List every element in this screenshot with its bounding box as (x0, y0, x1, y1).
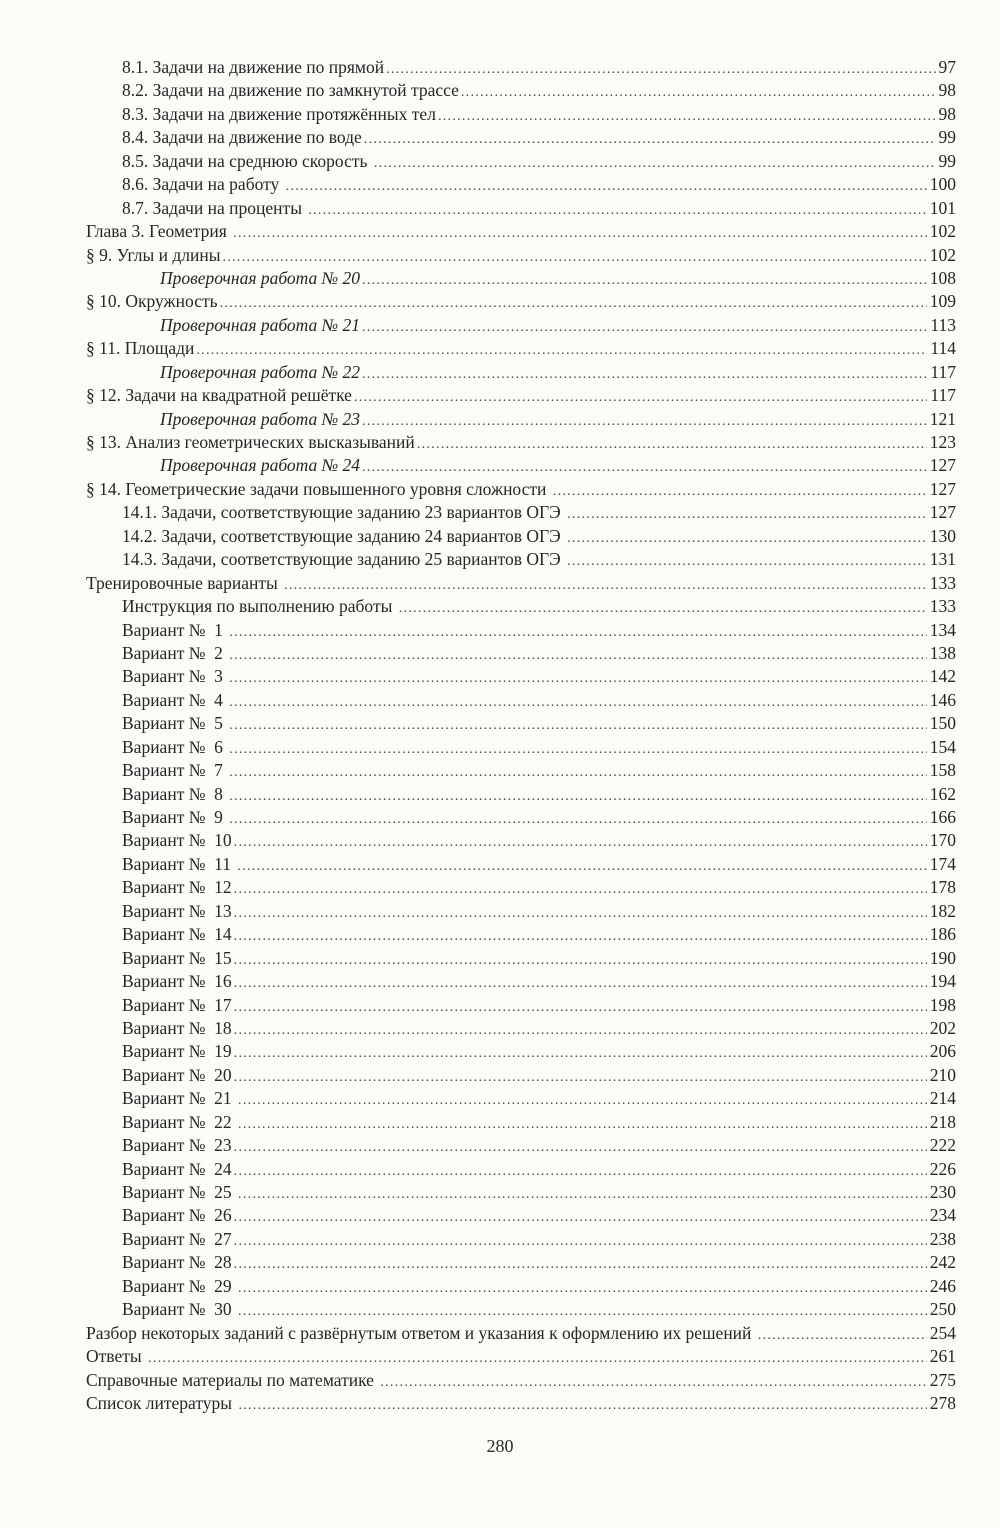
toc-entry-label: Проверочная работа № 22 (160, 361, 361, 382)
toc-row (86, 1205, 956, 1228)
dot-leader (229, 643, 926, 664)
toc-entry-page: 202 (929, 1017, 956, 1038)
toc-row (86, 830, 956, 853)
dot-leader (229, 807, 926, 828)
toc-row (86, 737, 956, 760)
dot-leader (234, 1018, 927, 1039)
toc-entry-label: Вариант № 11 (122, 853, 236, 874)
toc-entry-label: § 13. Анализ геометрических высказываний (86, 432, 415, 452)
toc-entry-label: Вариант № 15 (122, 947, 232, 968)
toc-row (86, 1276, 956, 1299)
toc-entry-label: Вариант № 2 (122, 642, 228, 663)
toc-entry-label: Вариант № 12 (122, 877, 232, 898)
toc-row (86, 198, 956, 221)
dot-leader (362, 409, 927, 430)
toc-entry-label: Вариант № 24 (122, 1158, 232, 1179)
dot-leader (238, 1112, 927, 1133)
dot-leader (237, 854, 926, 875)
dot-leader (567, 549, 927, 570)
toc-entry-label: 8.6. Задачи на работу (122, 174, 284, 195)
dot-leader (380, 1370, 926, 1391)
toc-row (86, 620, 956, 643)
toc-entry-label: § 10. Окружность (86, 291, 218, 312)
toc-entry-label: 14.1. Задачи, соответствующие заданию 23 вариантов ОГЭ (122, 502, 566, 523)
toc-row (86, 807, 956, 830)
toc-entry-page: 102 (929, 244, 956, 265)
toc-entry-page: 218 (929, 1111, 956, 1132)
toc-row (86, 760, 956, 783)
toc-entry-page: 186 (929, 924, 956, 945)
toc-row (86, 174, 956, 197)
toc-entry-label: Вариант № 6 (122, 736, 228, 757)
toc-entry-label: Вариант № 30 (122, 1299, 237, 1320)
toc-row (86, 877, 956, 900)
dot-leader (234, 1135, 927, 1156)
dot-leader (234, 948, 927, 969)
toc-entry-page: 127 (929, 478, 956, 499)
toc-entry-label: 8.7. Задачи на проценты (122, 197, 307, 218)
toc-row (86, 1323, 956, 1346)
toc-row (86, 221, 956, 244)
toc-row (86, 1159, 956, 1182)
toc-entry-page: 162 (929, 783, 956, 804)
toc-entry-page: 127 (929, 502, 956, 523)
folio-page-number: 280 (486, 1436, 514, 1456)
dot-leader (438, 104, 936, 125)
toc-entry-label: Глава 3. Геометрия (86, 221, 232, 242)
toc-row (86, 315, 956, 338)
toc-entry-page: 113 (930, 314, 956, 335)
dot-leader (758, 1323, 927, 1344)
toc-entry-label: Справочные материалы по математике (86, 1369, 379, 1390)
toc-entry-page: 102 (929, 221, 956, 242)
toc-entry-label: Вариант № 10 (122, 830, 232, 851)
toc-row (86, 151, 956, 174)
toc-entry-label: 14.3. Задачи, соответствующие заданию 25 вариантов ОГЭ (122, 549, 566, 570)
toc-row (86, 1088, 956, 1111)
toc-entry-page: 150 (929, 713, 956, 734)
toc-entry-label: Вариант № 3 (122, 666, 228, 687)
dot-leader (234, 877, 927, 898)
toc-entry-page: 254 (929, 1322, 956, 1343)
dot-leader (234, 1205, 927, 1226)
toc-row (86, 362, 956, 385)
dot-leader (238, 1393, 926, 1414)
toc-entry-page: 133 (929, 596, 956, 617)
toc-entry-page: 99 (938, 150, 956, 171)
toc-entry-page: 97 (938, 57, 956, 77)
toc-entry-label: Вариант № 14 (122, 924, 232, 945)
toc-row (86, 1041, 956, 1064)
toc-row (86, 784, 956, 807)
toc-entry-label: Вариант № 28 (122, 1252, 232, 1273)
toc-entry-page: 178 (929, 877, 956, 898)
toc-row (86, 526, 956, 549)
toc-entry-page: 134 (929, 619, 956, 640)
dot-leader (233, 221, 927, 242)
dot-leader (284, 573, 927, 594)
toc-entry-page: 108 (929, 267, 956, 288)
toc-entry-page: 131 (929, 549, 956, 570)
dot-leader (417, 432, 927, 453)
dot-leader (364, 127, 936, 148)
dot-leader (362, 315, 927, 336)
dot-leader (234, 1159, 927, 1180)
toc-entry-page: 250 (929, 1299, 956, 1320)
toc-row (86, 479, 956, 502)
toc-row (86, 666, 956, 689)
toc-entry-page: 114 (930, 338, 956, 359)
toc-entry-label: Вариант № 19 (122, 1041, 232, 1062)
toc-row (86, 1112, 956, 1135)
toc-entry-page: 230 (929, 1182, 956, 1202)
toc-entry-label: Проверочная работа № 21 (160, 314, 361, 335)
toc-entry-label: Инструкция по выполнению работы (122, 596, 397, 617)
dot-leader (234, 1229, 927, 1250)
dot-leader (238, 1299, 927, 1320)
toc-row (86, 573, 956, 596)
toc-entry-label: Вариант № 1 (122, 619, 228, 640)
dot-leader (234, 1065, 927, 1086)
toc-row (86, 432, 956, 455)
toc-entry-page: 117 (930, 385, 956, 406)
toc-row (86, 1370, 956, 1393)
dot-leader (399, 596, 927, 617)
toc-row (86, 80, 956, 103)
toc-row (86, 455, 956, 478)
toc-entry-page: 210 (929, 1064, 956, 1085)
dot-leader (238, 1088, 927, 1109)
dot-leader (234, 901, 927, 922)
toc-entry-page: 98 (938, 103, 956, 124)
toc-row (86, 596, 956, 619)
dot-leader (374, 151, 936, 172)
toc-row (86, 1299, 956, 1322)
dot-leader (229, 666, 926, 687)
toc-entry-label: Вариант № 7 (122, 760, 228, 781)
dot-leader (234, 1252, 927, 1273)
toc-row (86, 948, 956, 971)
dot-leader (229, 620, 926, 641)
toc-row (86, 901, 956, 924)
toc-row (86, 1229, 956, 1252)
toc-entry-label: Вариант № 26 (122, 1205, 232, 1226)
toc-row (86, 338, 956, 361)
toc-entry-label: Тренировочные варианты (86, 572, 283, 593)
toc-entry-label: Проверочная работа № 20 (160, 267, 361, 288)
toc-entry-label: 8.1. Задачи на движение по прямой (122, 57, 385, 77)
toc-entry-label: Проверочная работа № 23 (160, 408, 361, 429)
dot-leader (238, 1182, 927, 1203)
toc-row (86, 57, 956, 80)
toc-entry-page: 174 (929, 853, 956, 874)
toc-entry-label: Разбор некоторых заданий с развёрнутым ответом и указания к оформлению их решений (86, 1322, 756, 1343)
toc-row (86, 1018, 956, 1041)
toc-entry-page: 117 (930, 361, 956, 382)
toc-entry-page: 154 (929, 736, 956, 757)
dot-leader (148, 1346, 927, 1367)
toc-row (86, 245, 956, 268)
dot-leader (229, 690, 926, 711)
toc-entry-page: 214 (929, 1088, 956, 1109)
toc-entry-label: Список литературы (86, 1392, 237, 1413)
dot-leader (308, 198, 926, 219)
toc-entry-label: Вариант № 29 (122, 1275, 237, 1296)
toc-row (86, 1393, 956, 1416)
toc-row (86, 127, 956, 150)
toc-entry-label: § 12. Задачи на квадратной решётке (86, 385, 352, 406)
toc-entry-page: 206 (929, 1041, 956, 1062)
toc-row (86, 971, 956, 994)
toc-entry-page: 222 (929, 1135, 956, 1156)
toc-entry-label: Вариант № 13 (122, 900, 232, 921)
toc-entry-label: 8.5. Задачи на среднюю скорость (122, 150, 372, 171)
toc-entry-label: Вариант № 17 (122, 994, 232, 1015)
dot-leader (220, 291, 927, 312)
toc-entry-page: 275 (929, 1369, 956, 1390)
dot-leader (362, 455, 927, 476)
toc-entry-label: 8.2. Задачи на движение по замкнутой трассе (122, 80, 459, 101)
toc-entry-page: 100 (929, 174, 956, 195)
toc-entry-page: 127 (929, 455, 956, 476)
toc-entry-page: 130 (929, 525, 956, 546)
toc-entry-page: 166 (929, 807, 956, 827)
toc-row (86, 1065, 956, 1088)
toc-row (86, 1252, 956, 1275)
toc-entry-label: § 9. Углы и длины (86, 244, 221, 265)
dot-leader (362, 362, 927, 383)
dot-leader (567, 526, 927, 547)
toc-row (86, 104, 956, 127)
toc-entry-page: 158 (929, 760, 956, 781)
toc-entry-label: Вариант № 18 (122, 1017, 232, 1038)
dot-leader (234, 1041, 927, 1062)
toc-entry-page: 278 (929, 1392, 956, 1413)
toc-entry-page: 234 (929, 1205, 956, 1226)
toc-entry-label: Вариант № 16 (122, 971, 232, 992)
dot-leader (223, 245, 927, 266)
toc-entry-label: Вариант № 23 (122, 1135, 232, 1156)
toc-row (86, 643, 956, 666)
toc-entry-label: Ответы (86, 1346, 146, 1367)
toc-row (86, 549, 956, 572)
toc-entry-label: Вариант № 4 (122, 689, 228, 710)
dot-leader (229, 760, 926, 781)
toc-entry-label: Вариант № 22 (122, 1111, 237, 1132)
toc-entry-page: 142 (929, 666, 956, 687)
toc-entry-page: 238 (929, 1228, 956, 1249)
dot-leader (354, 385, 927, 406)
toc-row (86, 924, 956, 947)
toc-entry-label: Вариант № 27 (122, 1228, 232, 1249)
toc-entry-page: 133 (929, 572, 956, 593)
toc-entry-label: Вариант № 5 (122, 713, 228, 734)
dot-leader (234, 971, 927, 992)
toc-entry-page: 261 (929, 1346, 956, 1367)
dot-leader (229, 784, 926, 805)
toc-entry-label: Вариант № 9 (122, 807, 228, 827)
toc-row (86, 713, 956, 736)
dot-leader (234, 995, 927, 1016)
toc-entry-page: 101 (929, 197, 956, 218)
toc-entry-page: 182 (929, 900, 956, 921)
toc-row (86, 268, 956, 291)
toc-entry-page: 242 (929, 1252, 956, 1273)
toc-row (86, 291, 956, 314)
dot-leader (386, 57, 935, 78)
dot-leader (234, 830, 927, 851)
toc-entry-page: 99 (938, 127, 956, 148)
toc-row (86, 1346, 956, 1369)
toc-entry-label: 8.3. Задачи на движение протяжённых тел (122, 103, 436, 124)
toc-entry-label: Вариант № 21 (122, 1088, 237, 1109)
toc-entry-label: § 14. Геометрические задачи повышенного уровня сложности (86, 478, 551, 499)
toc-entry-page: 98 (938, 80, 956, 101)
toc-row (86, 995, 956, 1018)
dot-leader (286, 174, 927, 195)
page-footer (0, 1436, 1000, 1457)
toc-row (86, 385, 956, 408)
toc-entry-page: 170 (929, 830, 956, 851)
toc-row (86, 502, 956, 525)
dot-leader (234, 924, 927, 945)
toc-row (86, 854, 956, 877)
toc-entry-label: § 11. Площади (86, 338, 195, 359)
toc-entry-page: 123 (929, 432, 956, 452)
toc-entry-page: 198 (929, 994, 956, 1015)
toc-entry-page: 146 (929, 689, 956, 710)
dot-leader (238, 1276, 927, 1297)
dot-leader (229, 737, 926, 758)
toc-entry-page: 109 (929, 291, 956, 312)
dot-leader (567, 502, 927, 523)
toc-entry-label: Вариант № 8 (122, 783, 228, 804)
toc-entry-page: 121 (929, 408, 956, 429)
toc-row (86, 1135, 956, 1158)
toc-list (86, 57, 956, 1416)
toc-entry-page: 194 (929, 971, 956, 992)
dot-leader (461, 80, 936, 101)
dot-leader (196, 338, 927, 359)
toc-entry-label: Проверочная работа № 24 (160, 455, 361, 476)
toc-entry-page: 246 (929, 1275, 956, 1296)
dot-leader (229, 713, 926, 734)
dot-leader (362, 268, 927, 289)
toc-entry-label: Вариант № 25 (122, 1182, 237, 1202)
toc-entry-label: 14.2. Задачи, соответствующие заданию 24 вариантов ОГЭ (122, 525, 566, 546)
toc-row (86, 409, 956, 432)
toc-entry-page: 190 (929, 947, 956, 968)
toc-row (86, 690, 956, 713)
toc-entry-label: 8.4. Задачи на движение по воде (122, 127, 362, 148)
toc-row (86, 1182, 956, 1205)
dot-leader (553, 479, 927, 500)
toc-entry-page: 226 (929, 1158, 956, 1179)
toc-entry-label: Вариант № 20 (122, 1064, 232, 1085)
toc-entry-page: 138 (929, 642, 956, 663)
